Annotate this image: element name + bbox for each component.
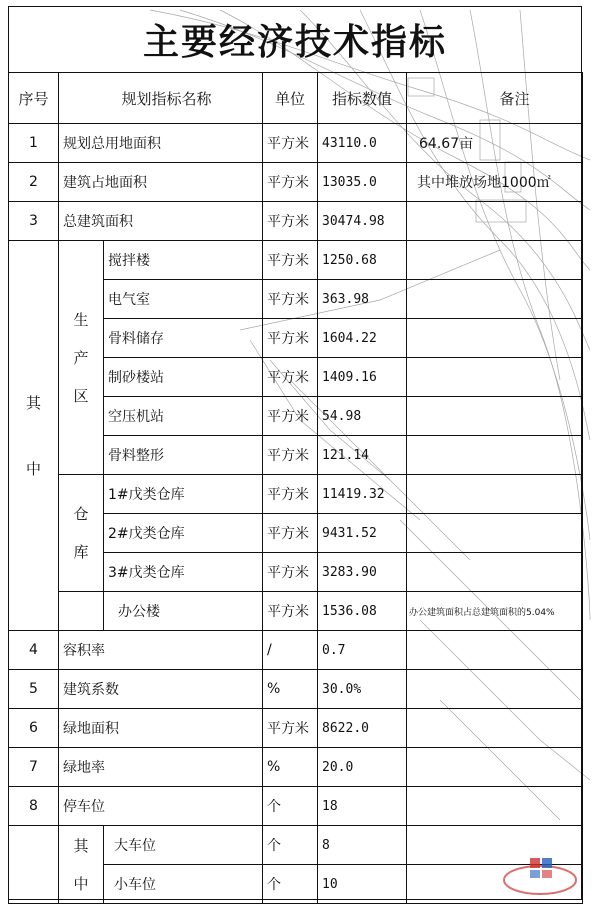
header-name: 规划指标名称 <box>59 73 263 124</box>
row-value: 54.98 <box>318 397 407 436</box>
row-value: 11419.32 <box>318 475 407 514</box>
row-name: 容积率 <box>59 631 263 670</box>
office-spacer <box>59 592 104 631</box>
table-row <box>9 202 583 241</box>
row-unit: 平方米 <box>263 553 318 592</box>
row-remark <box>407 397 583 436</box>
production-area-label: 生 产 区 <box>59 241 104 475</box>
row-name: 空压机站 <box>104 397 263 436</box>
parking-spacer <box>9 826 59 904</box>
table-row <box>9 475 583 514</box>
row-remark <box>407 670 583 709</box>
row-unit: 平方米 <box>263 124 318 163</box>
table-row <box>9 670 583 709</box>
row-unit: 平方米 <box>263 514 318 553</box>
row-remark <box>407 319 583 358</box>
row-value: 20.0 <box>318 748 407 787</box>
row-name: 骨料储存 <box>104 319 263 358</box>
table-row <box>9 709 583 748</box>
row-value: 30.0% <box>318 670 407 709</box>
row-value: 1604.22 <box>318 319 407 358</box>
row-unit: 个 <box>263 865 318 904</box>
row-name: 骨料整形 <box>104 436 263 475</box>
row-unit: % <box>263 748 318 787</box>
row-seq: 8 <box>9 787 59 826</box>
row-remark <box>407 280 583 319</box>
row-unit: 平方米 <box>263 163 318 202</box>
row-unit: % <box>263 670 318 709</box>
row-name: 建筑占地面积 <box>59 163 263 202</box>
row-seq: 2 <box>9 163 59 202</box>
row-name: 1#戊类仓库 <box>104 475 263 514</box>
row-name: 办公楼 <box>104 592 263 631</box>
row-value: 1250.68 <box>318 241 407 280</box>
row-value: 13035.0 <box>318 163 407 202</box>
row-unit: / <box>263 631 318 670</box>
row-value: 30474.98 <box>318 202 407 241</box>
row-remark <box>407 553 583 592</box>
row-value: 3283.90 <box>318 553 407 592</box>
table-row <box>9 124 583 163</box>
row-value: 121.14 <box>318 436 407 475</box>
header-value: 指标数值 <box>318 73 407 124</box>
header-seq: 序号 <box>9 73 59 124</box>
row-remark <box>407 631 583 670</box>
row-value: 1536.08 <box>318 592 407 631</box>
row-name: 电气室 <box>104 280 263 319</box>
row-remark <box>407 709 583 748</box>
row-unit: 平方米 <box>263 475 318 514</box>
row-remark <box>407 436 583 475</box>
group-label: 其 中 <box>9 241 59 631</box>
row-remark <box>407 475 583 514</box>
row-remark <box>407 787 583 826</box>
header-remark: 备注 <box>407 73 583 124</box>
table-row <box>9 787 583 826</box>
table-header-row <box>9 73 583 124</box>
row-remark <box>407 514 583 553</box>
row-name: 绿地率 <box>59 748 263 787</box>
table-row <box>9 748 583 787</box>
row-remark: 其中堆放场地1000㎡ <box>407 163 583 202</box>
row-name: 规划总用地面积 <box>59 124 263 163</box>
row-remark <box>407 202 583 241</box>
row-seq: 1 <box>9 124 59 163</box>
row-remark <box>407 241 583 280</box>
row-name: 停车位 <box>59 787 263 826</box>
row-name: 建筑系数 <box>59 670 263 709</box>
watermark-logo <box>500 852 582 900</box>
row-remark: 64.67亩 <box>407 124 583 163</box>
row-seq: 7 <box>9 748 59 787</box>
row-value: 9431.52 <box>318 514 407 553</box>
row-unit: 平方米 <box>263 319 318 358</box>
row-value: 8 <box>318 826 407 865</box>
row-unit: 平方米 <box>263 709 318 748</box>
row-unit: 平方米 <box>263 436 318 475</box>
table-row <box>9 163 583 202</box>
row-value: 1409.16 <box>318 358 407 397</box>
row-value: 18 <box>318 787 407 826</box>
row-name: 绿地面积 <box>59 709 263 748</box>
row-unit: 平方米 <box>263 241 318 280</box>
table-row <box>9 592 583 631</box>
row-name: 小车位 <box>104 865 263 904</box>
row-name: 总建筑面积 <box>59 202 263 241</box>
row-remark: 办公建筑面积占总建筑面积的5.04% <box>407 592 583 631</box>
row-unit: 平方米 <box>263 358 318 397</box>
row-value: 43110.0 <box>318 124 407 163</box>
row-value: 10 <box>318 865 407 904</box>
row-seq: 3 <box>9 202 59 241</box>
page-title: 主要经济技术指标 <box>142 20 447 63</box>
row-value: 0.7 <box>318 631 407 670</box>
row-unit: 平方米 <box>263 280 318 319</box>
indicator-table <box>8 72 583 904</box>
row-unit: 个 <box>263 826 318 865</box>
row-remark <box>407 748 583 787</box>
row-name: 搅拌楼 <box>104 241 263 280</box>
warehouse-label: 仓 库 <box>59 475 104 592</box>
row-seq: 4 <box>9 631 59 670</box>
row-unit: 平方米 <box>263 592 318 631</box>
row-name: 2#戊类仓库 <box>104 514 263 553</box>
row-name: 大车位 <box>104 826 263 865</box>
row-remark <box>407 358 583 397</box>
table-row <box>9 826 583 865</box>
table-row <box>9 241 583 280</box>
row-value: 8622.0 <box>318 709 407 748</box>
row-seq: 5 <box>9 670 59 709</box>
row-seq: 6 <box>9 709 59 748</box>
row-unit: 平方米 <box>263 397 318 436</box>
row-value: 363.98 <box>318 280 407 319</box>
parking-group-label: 其 中 <box>59 826 104 904</box>
header-unit: 单位 <box>263 73 318 124</box>
row-name: 制砂楼站 <box>104 358 263 397</box>
row-unit: 平方米 <box>263 202 318 241</box>
row-unit: 个 <box>263 787 318 826</box>
table-row <box>9 631 583 670</box>
row-name: 3#戊类仓库 <box>104 553 263 592</box>
